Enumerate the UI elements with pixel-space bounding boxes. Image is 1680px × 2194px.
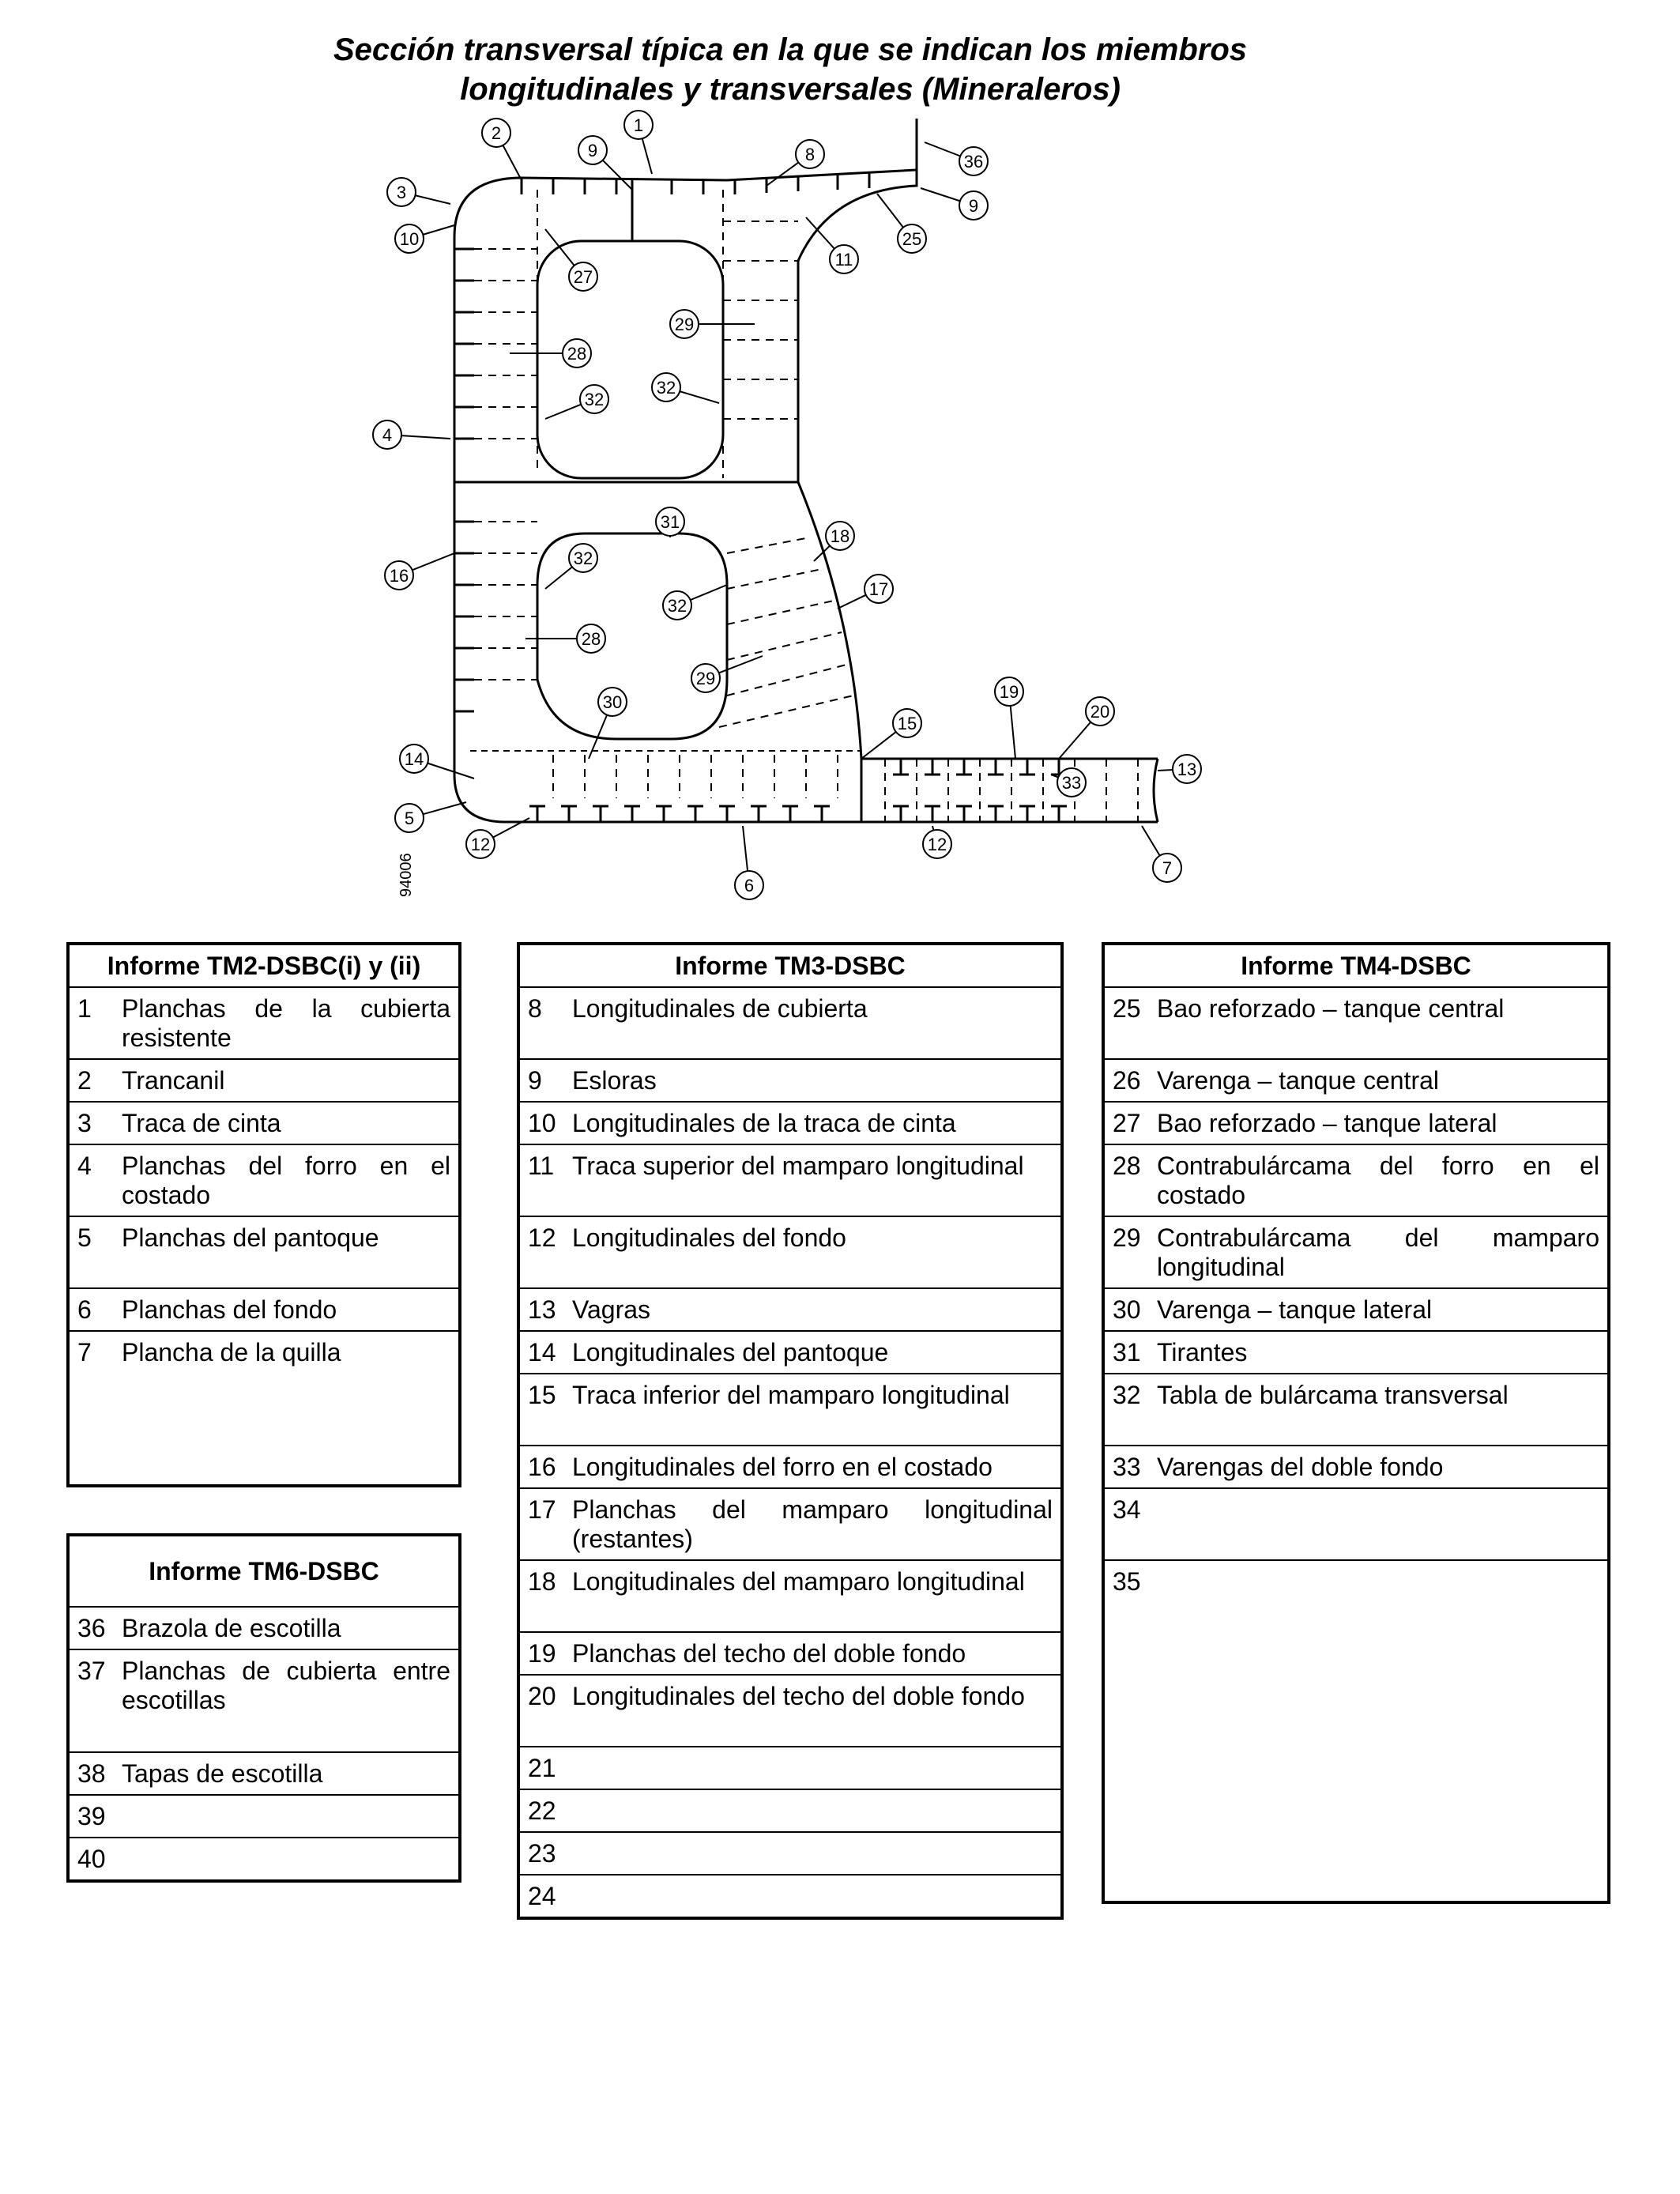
callout-leader [428,763,474,778]
bottom-longitudinals [529,759,1067,822]
table-row: 25 Bao reforzado – tanque central [1113,994,1505,1023]
table-row: 34 [1113,1495,1141,1524]
callout-leader [1158,770,1173,771]
hull-outline [454,119,1158,822]
callout-label: 32 [584,390,605,409]
callout-leader [921,188,960,201]
callout-leader [838,595,866,609]
callout-label: 14 [404,749,424,769]
callout-leader [691,585,727,600]
table-row: 3 Traca de cinta [77,1109,281,1137]
callout-label: 4 [382,425,393,445]
side-longitudinals [454,249,474,711]
callout-leader [545,229,574,266]
table-row: 12 Longitudinales del fondo [528,1223,846,1252]
callout-label: 13 [1177,760,1197,779]
table-tm3 [517,942,1064,1920]
callout-group [373,111,1201,899]
table-tm3-header: Informe TM3-DSBC [518,944,1062,987]
table-row: 27 Bao reforzado – tanque lateral [1113,1109,1497,1137]
callout-label: 3 [396,183,407,202]
cross-section-diagram [0,0,1680,917]
callout-leader [719,656,763,673]
callout-leader [415,195,450,204]
callout-label: 32 [667,596,687,616]
callout-leader [503,145,522,180]
callout-label: 7 [1162,858,1173,878]
table-row: 13 Vagras [528,1295,651,1324]
figure-code: 94006 [397,853,415,897]
title-line-1: Sección transversal típica en la que se indican los miembros [333,32,1247,67]
table-row: 2 Trancanil [77,1066,225,1095]
table-row: 7 Plancha de la quilla [77,1338,341,1367]
callout-leader [642,138,652,174]
callout-leader [861,732,896,759]
callout-leader [1142,826,1160,856]
table-tm6-header: Informe TM6-DSBC [68,1535,460,1607]
table-row: 15 Traca inferior del mamparo longitudinal [528,1381,1010,1409]
table-row: 24 [528,1882,556,1910]
table-row: 38 Tapas de escotilla [77,1759,323,1788]
web-dashes [474,221,1138,822]
table-row: 23 [528,1839,556,1868]
callout-label: 10 [399,229,420,249]
callout-label: 25 [902,229,922,249]
callout-label: 6 [744,876,755,895]
table-tm4-header: Informe TM4-DSBC [1103,944,1609,987]
table-row: 28 Contrabulárcama del forro en el costado [1113,1152,1599,1209]
table-row: 22 [528,1796,556,1825]
table-row: 17 Planchas del mamparo longitudinal (restantes) [528,1495,1053,1553]
callout-leader [925,142,960,156]
callout-leader [767,163,798,186]
callout-label: 9 [968,196,979,216]
table-row: 31 Tirantes [1113,1338,1248,1367]
callout-leader [743,826,748,871]
table-row: 39 [77,1802,106,1830]
callout-leader [806,217,834,249]
callout-leader [545,405,581,419]
table-row: 6 Planchas del fondo [77,1295,337,1324]
table-row: 19 Planchas del techo del doble fondo [528,1639,966,1668]
callout-label: 2 [491,123,502,143]
callout-leader [680,391,719,403]
table-row: 18 Longitudinales del mamparo longitudinal [528,1567,1025,1596]
callout-label: 12 [470,835,491,854]
table-row: 29 Contrabulárcama del mamparo longitudinal [1113,1223,1599,1281]
table-row: 10 Longitudinales de la traca de cinta [528,1109,956,1137]
callout-leader [1011,706,1015,759]
table-tm2-header: Informe TM2-DSBC(i) y (ii) [68,944,460,987]
callout-label: 19 [999,682,1019,702]
title-line-2: longitudinales y transversales (Mineraleros) [460,72,1121,107]
table-row: 5 Planchas del pantoque [77,1223,379,1252]
callout-label: 33 [1061,773,1082,793]
table-row: 35 [1113,1567,1141,1596]
table-row: 40 [77,1845,106,1873]
callout-leader [877,194,903,228]
callout-leader [545,567,572,589]
callout-label: 29 [674,315,695,334]
callout-label: 32 [573,548,593,568]
callout-label: 30 [602,692,623,712]
callout-label: 16 [389,566,409,586]
table-row: 32 Tabla de bulárcama transversal [1113,1381,1509,1409]
table-row: 21 [528,1754,556,1782]
table-row: 4 Planchas del forro en el costado [77,1152,450,1209]
table-row: 33 Varengas del doble fondo [1113,1453,1444,1481]
table-row: 16 Longitudinales del forro en el costado [528,1453,993,1481]
callout-label: 5 [404,809,415,828]
callout-label: 36 [963,152,984,172]
callout-label: 1 [633,115,644,135]
table-row: 1 Planchas de la cubierta resistente [77,994,450,1052]
callout-leader [423,802,466,814]
callout-leader [423,225,454,235]
callout-label: 20 [1090,702,1110,722]
callout-label: 8 [804,145,816,164]
table-row: 20 Longitudinales del techo del doble fondo [528,1682,1025,1710]
callout-leader [401,435,450,439]
callout-label: 12 [927,835,947,854]
table-row: 36 Brazola de escotilla [77,1614,341,1642]
callout-label: 27 [573,267,593,287]
table-row: 26 Varenga – tanque central [1113,1066,1439,1095]
callout-label: 28 [581,629,601,649]
callout-label: 28 [567,344,587,364]
callout-label: 9 [587,141,598,160]
callout-label: 32 [656,378,676,398]
callout-label: 18 [830,526,850,546]
callout-leader [1059,722,1090,759]
callout-label: 15 [897,714,917,733]
table-tm2 [66,942,461,1487]
table-row: 14 Longitudinales del pantoque [528,1338,889,1367]
table-row: 8 Longitudinales de cubierta [528,994,868,1023]
table-tm6 [66,1533,461,1883]
table-row: 9 Esloras [528,1066,657,1095]
table-row: 37 Planchas de cubierta entre escotillas [77,1657,450,1714]
callout-label: 31 [660,512,680,532]
callout-label: 17 [868,579,889,599]
callout-leader [412,553,454,570]
table-row: 30 Varenga – tanque lateral [1113,1295,1433,1324]
callout-label: 11 [834,250,853,270]
table-row: 11 Traca superior del mamparo longitudinal [528,1152,1024,1180]
callout-label: 29 [695,669,716,688]
table-tm4 [1102,942,1610,1904]
